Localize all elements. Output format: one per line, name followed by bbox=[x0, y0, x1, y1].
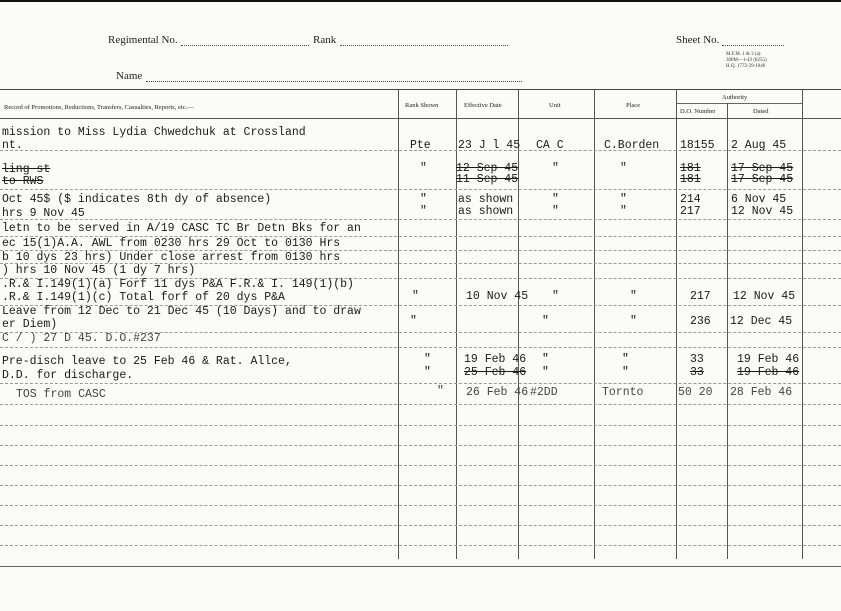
date-entry: 19 Feb 46 bbox=[464, 353, 527, 366]
do-entry: 217 bbox=[690, 290, 711, 303]
rank-field bbox=[340, 45, 508, 46]
dated-entry: 12 Nov 45 bbox=[733, 290, 796, 303]
place-entry: " bbox=[630, 315, 637, 328]
row-rule bbox=[0, 219, 841, 220]
row-rule bbox=[0, 383, 841, 384]
unit-entry: #2DD bbox=[530, 386, 558, 399]
place-entry: " bbox=[622, 353, 629, 366]
date-entry: 23 J l 45 bbox=[458, 139, 521, 152]
record-entry: ling st bbox=[2, 163, 51, 176]
record-entry: Pre-disch leave to 25 Feb 46 & Rat. Allce, bbox=[2, 355, 292, 368]
column-divider-rank bbox=[456, 89, 457, 559]
record-entry: Oct 45$ ($ indicates 8th dy of absence) bbox=[2, 193, 272, 206]
record-column-header: Record of Promotions, Reductions, Transfers, Casualties, Reports, etc.— bbox=[4, 104, 194, 111]
authority-split-line bbox=[676, 103, 803, 104]
effective-date-column-header: Effective Date bbox=[464, 102, 502, 109]
unit-entry: " bbox=[552, 290, 559, 303]
regimental-no-label: Regimental No. bbox=[108, 34, 178, 46]
column-divider-date bbox=[518, 89, 519, 559]
row-rule bbox=[0, 505, 841, 506]
rank-entry: " bbox=[424, 366, 431, 379]
record-entry: to RWS bbox=[2, 175, 44, 188]
record-entry: er Diem) bbox=[2, 318, 58, 331]
place-entry: " bbox=[630, 290, 637, 303]
do-entry: 33 bbox=[690, 366, 704, 379]
dated-entry: 19 Feb 46 bbox=[737, 366, 800, 379]
record-entry: ec 15(1)A.A. AWL from 0230 hrs 29 Oct to 0130 Hrs bbox=[2, 237, 341, 250]
place-entry: " bbox=[620, 162, 627, 175]
unit-entry: CA C bbox=[536, 139, 564, 152]
record-entry: Leave from 12 Dec to 21 Dec 45 (10 Days) and to draw bbox=[2, 305, 361, 318]
record-entry: ) hrs 10 Nov 45 (1 dy 7 hrs) bbox=[2, 264, 196, 277]
record-entry: hrs 9 Nov 45 bbox=[2, 207, 85, 220]
unit-entry: " bbox=[542, 366, 549, 379]
form-code-2: 300M—1-43 (8255) bbox=[726, 58, 767, 63]
row-rule bbox=[0, 545, 841, 546]
dated-entry: 28 Feb 46 bbox=[730, 386, 793, 399]
column-divider-dated bbox=[802, 89, 803, 559]
column-divider-place bbox=[676, 89, 677, 559]
top-edge-line bbox=[0, 0, 841, 2]
row-rule bbox=[0, 485, 841, 486]
rank-entry: " bbox=[420, 162, 427, 175]
dated-entry: 17 Sep 45 bbox=[731, 162, 794, 175]
date-entry: as shown bbox=[458, 205, 514, 218]
do-entry: 181 bbox=[680, 173, 701, 186]
sheet-no-field bbox=[722, 45, 784, 46]
rank-entry: " bbox=[410, 315, 417, 328]
rank-entry: " bbox=[420, 193, 427, 206]
form-code-1: M.F.M. 1 & 3 (a) bbox=[726, 52, 761, 57]
rank-entry: " bbox=[424, 353, 431, 366]
do-entry: 50 20 bbox=[678, 386, 713, 399]
name-label: Name bbox=[116, 70, 143, 82]
record-entry: D.D. for discharge. bbox=[2, 369, 134, 382]
record-entry: letn to be served in A/19 CASC TC Br Detn Bks for an bbox=[2, 222, 361, 235]
regimental-no-field bbox=[181, 45, 309, 46]
authority-column-header: Authority bbox=[722, 94, 748, 101]
row-rule bbox=[0, 465, 841, 466]
do-entry: 18155 bbox=[680, 139, 715, 152]
do-entry: 236 bbox=[690, 315, 711, 328]
unit-entry: " bbox=[552, 193, 559, 206]
form-code-3: H.Q. 1772-39-1046 bbox=[726, 64, 766, 69]
unit-entry: " bbox=[552, 205, 559, 218]
unit-entry: " bbox=[552, 162, 559, 175]
record-entry: b 10 dys 23 hrs) Under close arrest from 0130 hrs bbox=[2, 251, 341, 264]
place-entry: C.Borden bbox=[604, 139, 660, 152]
unit-entry: " bbox=[542, 315, 549, 328]
place-entry: " bbox=[622, 366, 629, 379]
date-entry: 12 Sep 45 bbox=[456, 162, 519, 175]
do-entry: 33 bbox=[690, 353, 704, 366]
date-entry: 11 Sep 45 bbox=[456, 173, 519, 186]
row-rule bbox=[0, 189, 841, 190]
row-rule bbox=[0, 525, 841, 526]
dated-entry: 12 Nov 45 bbox=[731, 205, 794, 218]
do-number-column-header: D.O. Number bbox=[680, 108, 716, 115]
do-entry: 217 bbox=[680, 205, 701, 218]
date-entry: 26 Feb 46 bbox=[466, 386, 529, 399]
dated-entry: 12 Dec 45 bbox=[730, 315, 793, 328]
record-entry: TOS from CASC bbox=[16, 388, 106, 401]
record-entry: mission to Miss Lydia Chwedchuk at Crossland bbox=[2, 126, 306, 139]
row-rule bbox=[0, 445, 841, 446]
record-entry: nt. bbox=[2, 139, 23, 152]
place-entry: " bbox=[620, 205, 627, 218]
date-entry: 10 Nov 45 bbox=[466, 290, 529, 303]
rank-shown-column-header: Rank Shown bbox=[405, 102, 439, 109]
row-rule bbox=[0, 404, 841, 405]
dated-entry: 6 Nov 45 bbox=[731, 193, 787, 206]
table-bottom-border bbox=[0, 566, 841, 567]
record-entry: .R.& I.149(1)(c) Total forf of 20 dys P&A bbox=[2, 291, 285, 304]
dated-entry: 19 Feb 46 bbox=[737, 353, 800, 366]
place-entry: " bbox=[620, 193, 627, 206]
column-divider-do bbox=[727, 103, 728, 559]
unit-entry: " bbox=[542, 353, 549, 366]
do-entry: 214 bbox=[680, 193, 701, 206]
dated-entry: 2 Aug 45 bbox=[731, 139, 787, 152]
rank-entry: " bbox=[412, 290, 419, 303]
rank-entry: " bbox=[420, 205, 427, 218]
column-divider-unit bbox=[594, 89, 595, 559]
rank-label: Rank bbox=[313, 34, 337, 46]
do-entry: 181 bbox=[680, 162, 701, 175]
rank-entry: Pte bbox=[410, 139, 431, 152]
column-divider-record bbox=[398, 89, 399, 559]
table-top-border bbox=[0, 89, 841, 90]
unit-column-header: Unit bbox=[549, 102, 561, 109]
record-entry: C / ) 27 D 45. D.O.#237 bbox=[2, 332, 161, 345]
place-entry: Tornto bbox=[602, 386, 644, 399]
place-column-header: Place bbox=[626, 102, 641, 109]
sheet-no-label: Sheet No. bbox=[676, 34, 720, 46]
dated-column-header: Dated bbox=[753, 108, 769, 115]
date-entry: 25 Feb 46 bbox=[464, 366, 527, 379]
row-rule bbox=[0, 347, 841, 348]
rank-entry: " bbox=[437, 385, 444, 398]
name-field bbox=[146, 81, 522, 82]
record-entry: .R.& I.149(1)(a) Forf 11 dys P&A F.R.& I. 149(1)(b) bbox=[2, 278, 354, 291]
dated-entry: 17 Sep 45 bbox=[731, 173, 794, 186]
date-entry: as shown bbox=[458, 193, 514, 206]
row-rule bbox=[0, 425, 841, 426]
header-bottom-border bbox=[0, 118, 841, 119]
